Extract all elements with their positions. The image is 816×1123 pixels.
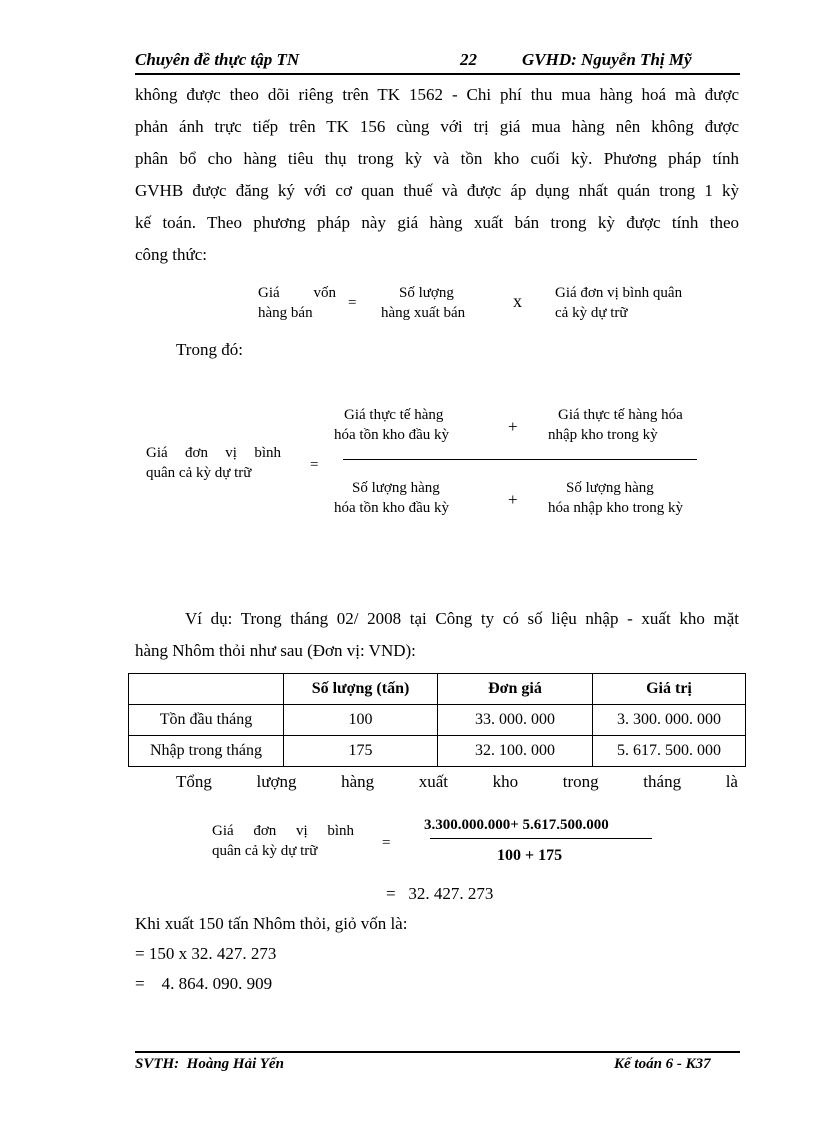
total-word: lượng xyxy=(256,772,297,791)
intro-paragraph xyxy=(135,79,739,271)
intro-line: GVHB được đăng ký với cơ quan thuế và được áp dụng nhất quán trong 1 kỳ xyxy=(135,181,739,200)
formula3-denominator: 100 + 175 xyxy=(497,847,563,864)
table-cell: 175 xyxy=(284,736,438,767)
formula2-equals: = xyxy=(310,457,319,473)
table-row xyxy=(129,736,746,767)
formula1-price-2: cả kỳ dự trữ xyxy=(555,305,628,321)
footer-rule xyxy=(135,1051,740,1053)
example-line: hàng Nhôm thỏi như sau (Đơn vị: VND): xyxy=(135,641,416,660)
formula1-lhs-2: hàng bán xyxy=(258,305,313,321)
formula1-price-1: Giá đơn vị bình quân xyxy=(555,285,683,301)
formula2-num-b-1: Giá thực tế hàng hóa xyxy=(558,407,683,423)
formula-average-calculation xyxy=(0,815,816,870)
total-word: hàng xyxy=(341,772,375,791)
example-paragraph xyxy=(135,603,739,667)
intro-line: không được theo dõi riêng trên TK 1562 - Chi phí thu mua hàng hoá mà được xyxy=(135,85,739,104)
table-cell: 3. 300. 000. 000 xyxy=(593,705,746,736)
formula3-equals: = xyxy=(382,835,391,851)
table-header-row xyxy=(129,674,746,705)
formula3-numerator: 3.300.000.000+ 5.617.500.000 xyxy=(424,817,609,833)
formula3-lhs-2: quân cả kỳ dự trữ xyxy=(212,843,318,859)
total-line xyxy=(176,772,738,792)
closing-line: = 150 x 32. 427. 273 xyxy=(135,944,277,963)
formula2-lhs-1: Giá đơn vị bình xyxy=(146,445,281,461)
where-label: Trong đó: xyxy=(176,340,243,359)
total-word: trong xyxy=(562,772,599,791)
formula3-lhs-1: Giá đơn vị bình xyxy=(212,823,354,839)
formula2-num-plus: + xyxy=(508,417,518,436)
formula3-result: = 32. 427. 273 xyxy=(386,884,494,903)
total-word: kho xyxy=(492,772,519,791)
formula1-qty-1: Số lượng xyxy=(399,285,454,301)
formula1-times: x xyxy=(513,291,522,311)
formula1-qty-2: hàng xuất bán xyxy=(381,305,466,321)
table-cell: 32. 100. 000 xyxy=(438,736,593,767)
page-number: 22 xyxy=(460,50,477,69)
formula2-fraction-bar xyxy=(343,459,697,460)
table-cell: Tồn đầu tháng xyxy=(129,705,284,736)
header-rule xyxy=(135,73,740,75)
total-word: tháng xyxy=(643,772,682,791)
formula1-equals: = xyxy=(348,295,357,311)
example-line: Ví dụ: Trong tháng 02/ 2008 tại Công ty có số liệu nhập - xuất kho mặt xyxy=(185,609,739,628)
table-header-cell: Đơn giá xyxy=(438,674,593,705)
inventory-table xyxy=(128,673,746,767)
table-cell: Nhập trong tháng xyxy=(129,736,284,767)
formula3-fraction-bar xyxy=(430,838,652,839)
formula-average-unit-price xyxy=(0,405,816,520)
table-header-cell xyxy=(129,674,284,705)
intro-line: kế toán. Theo phương pháp này giá hàng xuất bán trong kỳ được tính theo xyxy=(135,213,739,232)
intro-line: phản ánh trực tiếp trên TK 156 cùng với trị giá mua hàng nên không được xyxy=(135,117,739,136)
intro-line: phân bổ cho hàng tiêu thụ trong kỳ và tồn kho cuối kỳ. Phương pháp tính xyxy=(135,149,739,168)
total-word: xuất xyxy=(418,772,449,791)
formula2-den-a-1: Số lượng hàng xyxy=(352,480,440,496)
table-cell: 33. 000. 000 xyxy=(438,705,593,736)
formula2-den-a-2: hóa tồn kho đầu kỳ xyxy=(334,500,449,516)
table-row xyxy=(129,705,746,736)
formula-cost-of-goods xyxy=(0,283,816,325)
table-cell: 5. 617. 500. 000 xyxy=(593,736,746,767)
header-left: Chuyên đề thực tập TN xyxy=(135,50,300,69)
footer-left: SVTH: Hoàng Hải Yến xyxy=(135,1056,284,1072)
header-right: GVHD: Nguyễn Thị Mỹ xyxy=(522,50,692,69)
formula2-lhs-2: quân cả kỳ dự trữ xyxy=(146,465,252,481)
table-header-cell: Giá trị xyxy=(593,674,746,705)
footer-right: Kế toán 6 - K37 xyxy=(614,1056,711,1072)
table-header-cell: Số lượng (tấn) xyxy=(284,674,438,705)
closing-line: Khi xuất 150 tấn Nhôm thỏi, giỏ vốn là: xyxy=(135,914,408,933)
closing-line: = 4. 864. 090. 909 xyxy=(135,974,273,993)
formula1-lhs-1: Giá vốn xyxy=(258,285,336,301)
formula2-num-a-1: Giá thực tế hàng xyxy=(344,407,444,423)
intro-line: công thức: xyxy=(135,245,208,264)
formula2-den-b-1: Số lượng hàng xyxy=(566,480,654,496)
total-word: Tổng xyxy=(176,772,212,791)
total-word: là xyxy=(725,772,738,791)
formula2-den-plus: + xyxy=(508,490,518,509)
formula2-num-a-2: hóa tồn kho đầu kỳ xyxy=(334,427,449,443)
formula2-num-b-2: nhập kho trong kỳ xyxy=(548,427,658,443)
table-cell: 100 xyxy=(284,705,438,736)
formula2-den-b-2: hóa nhập kho trong kỳ xyxy=(548,500,683,516)
